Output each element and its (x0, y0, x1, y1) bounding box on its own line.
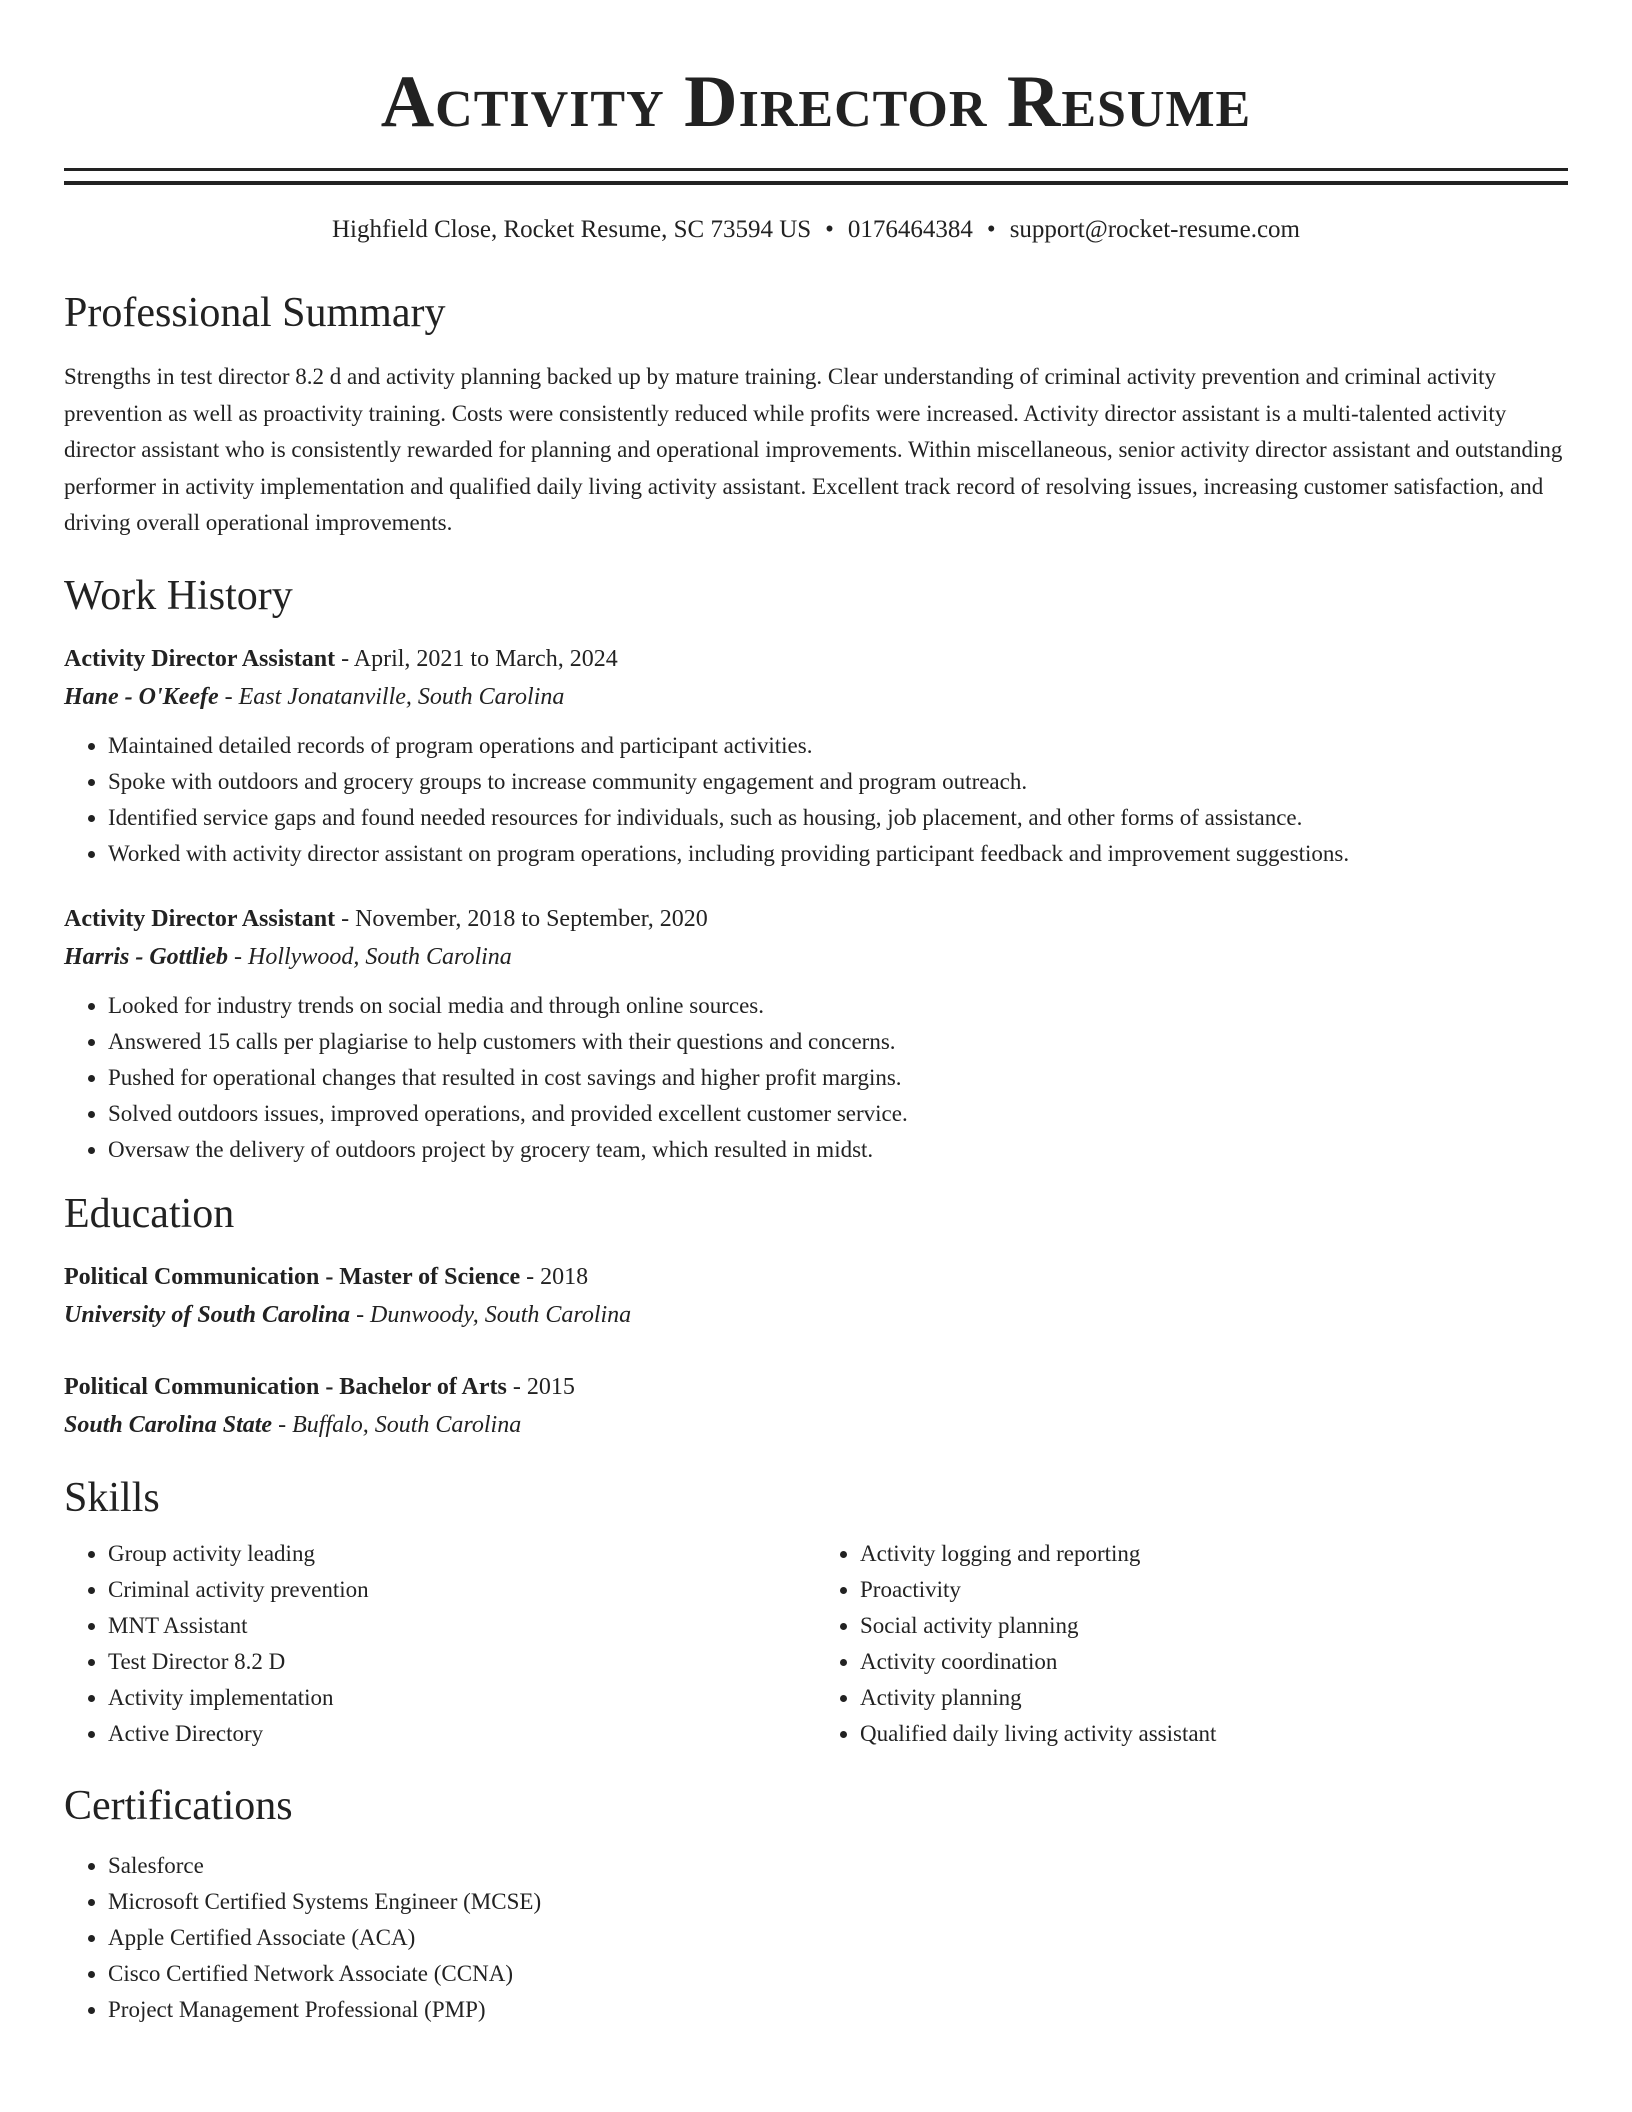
job-location: - Hollywood, South Carolina (228, 943, 512, 970)
job-entry (64, 640, 1568, 872)
contact-email: support@rocket-resume.com (1009, 216, 1300, 243)
skill-item: • Activity implementation (108, 1680, 816, 1716)
school-name: University of South Carolina (64, 1301, 351, 1328)
job-location: - East Jonatanville, South Carolina (218, 683, 565, 710)
resume-title: Activity Director Resume (380, 61, 1252, 143)
skill-item: • Test Director 8.2 D (108, 1644, 816, 1680)
skill-item: • Criminal activity prevention (108, 1572, 816, 1608)
job-title: Activity Director Assistant (64, 645, 336, 672)
degree: Political Communication - Bachelor of Arts (64, 1373, 507, 1400)
school-line (64, 1406, 1568, 1444)
certification-item: • Microsoft Certified Systems Engineer (MCSE) (108, 1884, 1568, 1920)
contact-phone: 0176464384 (847, 216, 973, 243)
skill-item: • Group activity leading (108, 1536, 816, 1572)
job-entry (64, 900, 1568, 1168)
job-title: Activity Director Assistant (64, 905, 336, 932)
contact-address: Highfield Close, Rocket Resume, SC 73594 US (332, 216, 812, 243)
job-employer-line (64, 678, 1568, 716)
skills-columns (64, 1536, 1568, 1752)
skill-item: • Qualified daily living activity assistant (860, 1716, 1568, 1752)
certification-item: • Project Management Professional (PMP) (108, 1992, 1568, 2028)
skill-item: • Active Directory (108, 1716, 816, 1752)
list-item: • Maintained detailed records of program operations and participant activities. (108, 728, 1568, 764)
skill-item: • Proactivity (860, 1572, 1568, 1608)
job-title-line (64, 900, 1568, 938)
contact-separator: • (825, 216, 834, 243)
job-company: Hane - O'Keefe (64, 683, 219, 710)
skill-item: • Social activity planning (860, 1608, 1568, 1644)
degree-line (64, 1258, 1568, 1296)
certifications-heading: Certifications (64, 1782, 293, 1829)
certifications-list (64, 1848, 1568, 2028)
list-item: • Spoke with outdoors and grocery groups to increase community engagement and program outreach. (108, 764, 1568, 800)
certification-item: • Salesforce (108, 1848, 1568, 1884)
job-dates: - November, 2018 to September, 2020 (335, 905, 708, 932)
education-entry (64, 1368, 1568, 1444)
list-item: • Worked with activity director assistant on program operations, including providing participant feedback and improvement suggestions. (108, 836, 1568, 872)
certification-item: • Cisco Certified Network Associate (CCNA) (108, 1956, 1568, 1992)
list-item: • Oversaw the delivery of outdoors project by grocery team, which resulted in midst. (108, 1132, 1568, 1168)
school-location: - Buffalo, South Carolina (272, 1411, 522, 1438)
education-entry (64, 1258, 1568, 1334)
job-duties-list (64, 988, 1568, 1168)
education-heading: Education (64, 1190, 235, 1237)
job-employer-line (64, 938, 1568, 976)
skills-heading: Skills (64, 1474, 160, 1521)
school-location: - Dunwoody, South Carolina (350, 1301, 632, 1328)
summary-heading: Professional Summary (64, 290, 446, 336)
list-item: • Looked for industry trends on social media and through online sources. (108, 988, 1568, 1024)
list-item: • Identified service gaps and found needed resources for individuals, such as housing, job placement, and other forms of assistance. (108, 800, 1568, 836)
job-dates: - April, 2021 to March, 2024 (335, 645, 618, 672)
school-name: South Carolina State (64, 1411, 273, 1438)
contact-separator: • (986, 216, 996, 243)
skill-item: • MNT Assistant (108, 1608, 816, 1644)
graduation-year: - 2015 (506, 1373, 575, 1400)
list-item: • Answered 15 calls per plagiarise to help customers with their questions and concerns. (108, 1024, 1568, 1060)
school-line (64, 1296, 1568, 1334)
certification-item: • Apple Certified Associate (ACA) (108, 1920, 1568, 1956)
skills-list-left (64, 1536, 816, 1752)
skill-item: • Activity planning (860, 1680, 1568, 1716)
summary-text: Strengths in test director 8.2 d and activity planning backed up by mature training. Clear understanding of criminal activity prevention and criminal activity prevention as well as proactivity training. Costs were consistently reduced while profits were increased. Activity director assistant is a multi-talented activity director assistant who is consistently rewarded for planning and operational improvements. Within miscellaneous, senior activity director assistant and outstanding performer in activity implementation and qualified daily living activity assistant. Excellent track record of resolving issues, increasing customer satisfaction, and driving overall operational improvements. (64, 364, 1563, 535)
skills-list-right (816, 1536, 1568, 1752)
skill-item: • Activity logging and reporting (860, 1536, 1568, 1572)
job-company: Harris - Gottlieb (64, 943, 229, 970)
skill-item: • Activity coordination (860, 1644, 1568, 1680)
job-title-line (64, 640, 1568, 678)
work-history-heading: Work History (64, 572, 293, 619)
list-item: • Solved outdoors issues, improved operations, and provided excellent customer service. (108, 1096, 1568, 1132)
list-item: • Pushed for operational changes that resulted in cost savings and higher profit margins. (108, 1060, 1568, 1096)
title-double-rule (64, 168, 1568, 185)
job-duties-list (64, 728, 1568, 872)
degree-line (64, 1368, 1568, 1406)
degree: Political Communication - Master of Science (64, 1263, 521, 1290)
graduation-year: - 2018 (520, 1263, 589, 1290)
contact-line (64, 213, 1568, 247)
